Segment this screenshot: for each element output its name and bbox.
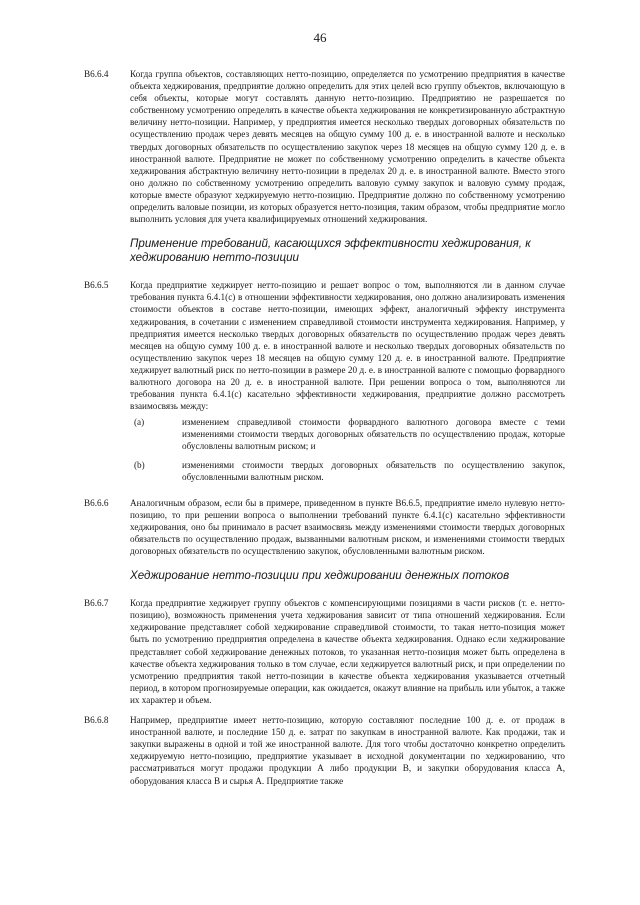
list-item-text: изменениями стоимости твердых договорных обязательств по осуществлению закупок, обусловленными валютным риском. bbox=[182, 459, 565, 482]
paragraph-number: B6.6.4 bbox=[84, 69, 109, 79]
paragraph-b666 bbox=[84, 497, 565, 557]
list-item bbox=[130, 416, 565, 452]
paragraph-text: Аналогичным образом, если бы в примере, приведенном в пункте B6.6.5, предприятие имело нулевую нетто-позицию, то при решении вопроса о выполнении требований пункте 6.4.1(c) касательно эффективности хеджирования, оно бы принимало в расчет взаимосвязь между изменениями стоимости твердых договорных обязательств по осуществлению продаж, вызванными валютным риском, и изменениями стоимости твердых договорных обязательств по осуществлению закупок, обусловленными валютным риском. bbox=[130, 497, 565, 557]
list-item-text: изменением справедливой стоимости форвардного валютного договора вместе с теми изменениями стоимости твердых договорных обязательств по осуществлению продаж, которые обусловлены валютным риском; и bbox=[182, 417, 565, 452]
list-item-label: (a) bbox=[134, 417, 145, 428]
paragraph-b664 bbox=[84, 68, 565, 225]
section-heading: Хеджирование нетто-позиции при хеджировании денежных потоков bbox=[130, 569, 510, 583]
paragraph-number: B6.6.7 bbox=[84, 598, 109, 609]
paragraph-b665 bbox=[84, 279, 565, 489]
page-content bbox=[84, 68, 565, 795]
paragraph-text: Когда предприятие хеджирует нетто-позицию и решает вопрос о том, выполняются ли в данном случае требования пункта 6.4.1(c) в отношении эффективности хеджирования, оно должно анализировать изменения стоимости объектов в составе нетто-позиции, имеющих эффект, аналогичный эффекту инструмента хеджирования, в сочетании с изменением справедливой стоимости инструмента хеджирования. Например, у предприятия имеется несколько твердых договорных обязательств по осуществлению продаж через девять месяцев на общую сумму 100 д. е. в иностранной валюте и несколько твердых договорных обязательств по осуществлению закупок через 18 месяцев на общую сумму 120 д. е. в иностранной валюте. Предприятие хеджирует валютный риск по нетто-позиции в размере 20 д. е. в иностранной валюте с помощью форвардного валютного договора на 20 д. е. в иностранной валюте. При решении вопроса о том, выполняются ли требования пункта 6.4.1(c) касательно эффективности хеджирования, предприятие должно рассмотреть взаимосвязь между: bbox=[130, 280, 565, 412]
paragraph-text: Когда группа объектов, составляющих нетто-позицию, определяется по усмотрению предприятия в качестве объекта хеджирования, предприятие должно определить для этих целей всю группу объектов, включающую в себя объекты, которые могут составлять данную нетто-позицию. Предприятию не разрешается по собственному усмотрению определять в качестве объекта хеджирования не конкретизированную абстрактную величину нетто-позиции. Например, у предприятия имеется несколько твердых договорных обязательств по осуществлению продаж через девять месяцев на общую сумму 100 д. е. в иностранной валюте и несколько твердых договорных обязательств по осуществлению закупок через 18 месяцев на общую сумму 120 д. е. в иностранной валюте. Предприятие не может по собственному усмотрению определить в качестве объекта хеджирования абстрактную величину нетто-позиции в пределах 20 д. е. в иностранной валюте. Вместо этого оно должно по собственному усмотрению определить валовую сумму закупок и валовую сумму продаж, которые вместе образуют хеджируемую нетто-позицию. Предприятие должно по собственному усмотрению определить валовые позиции, из которых образуется нетто-позиция, таким образом, чтобы предприятие могло выполнить условия для учета квалифицируемых отношений хеджирования. bbox=[130, 69, 565, 225]
paragraph-body bbox=[130, 279, 565, 489]
paragraph-number: B6.6.8 bbox=[84, 715, 109, 726]
list-item-label: (b) bbox=[134, 459, 145, 470]
list-item bbox=[130, 459, 565, 483]
paragraph-b668 bbox=[84, 714, 565, 787]
paragraph-b667 bbox=[84, 597, 565, 706]
page-number: 46 bbox=[313, 30, 327, 45]
paragraph-text: Когда предприятие хеджирует группу объектов с компенсирующими позициями в части рисков (т. е. нетто-позицию), возможность применения учета хеджирования зависит от типа отношений хеджирования. Если хеджирование представляет собой хеджирование справедливой стоимости, то такая нетто-позиция может быть по усмотрению предприятия определена в качестве объекта хеджирования. Однако если хеджирование представляет собой хеджирование денежных потоков, то указанная нетто-позиция может быть определена в качестве объекта хеджирования только в том случае, если хеджируется валютный риск, и при определении по усмотрению предприятия такой нетто-позиции в качестве объекта хеджирования указывается отчетный период, в котором прогнозируемые операции, как ожидается, окажут влияние на прибыль или убыток, а также их характер и объем. bbox=[130, 598, 565, 705]
paragraph-number: B6.6.5 bbox=[84, 280, 109, 291]
section-heading: Применение требований, касающихся эффективности хеджирования, к хеджированию нетто-позиции bbox=[130, 237, 531, 265]
paragraph-text: Например, предприятие имеет нетто-позицию, которую составляют последние 100 д. е. от продаж в иностранной валюте, и последние 150 д. е. затрат по закупкам в иностранной валюте. Как продажи, так и закупки выражены в одной и той же иностранной валюте. Для того чтобы достаточно конкретно определить хеджируемую нетто-позицию, предприятие указывает в исходной документации по хеджированию, что рассматриваться могут продажи продукции А либо продукции В, и закупки оборудования класса А, оборудования класса В и сырья А. Предприятие также bbox=[130, 715, 565, 786]
paragraph-number: B6.6.6 bbox=[84, 497, 109, 508]
